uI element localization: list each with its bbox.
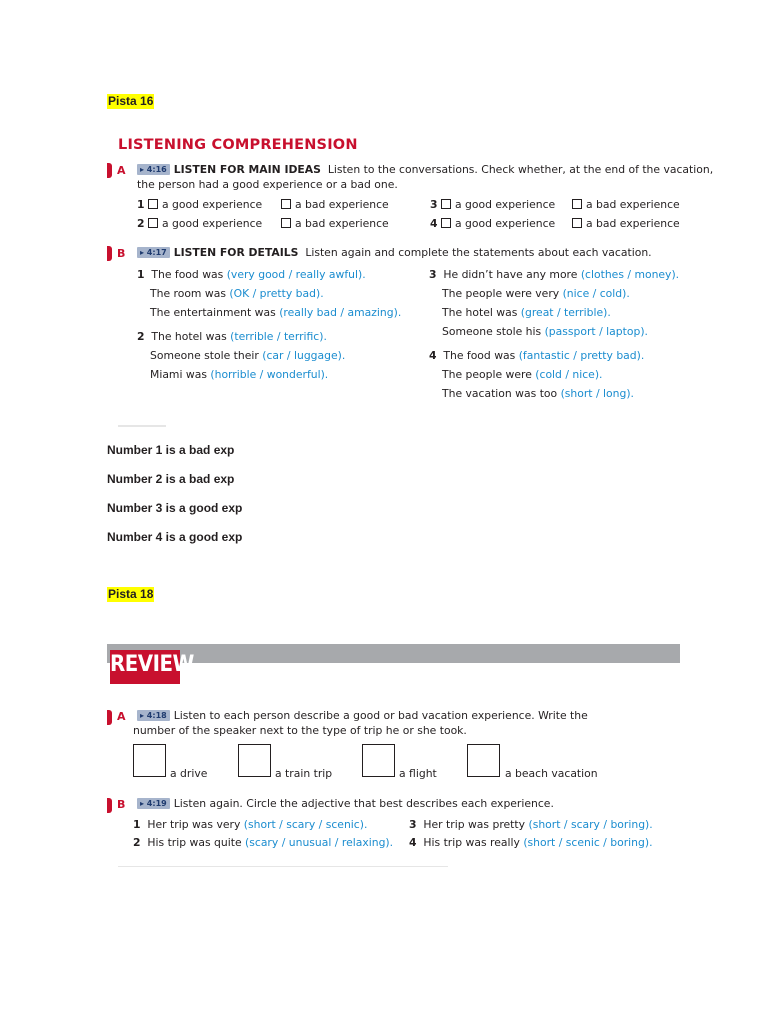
option-bad-3 [572, 198, 680, 212]
option-good-label: a good experience [161, 217, 263, 230]
review-a-instructions [137, 709, 588, 723]
section-b-instr: Listen again and complete the statements about each vacation. [305, 246, 652, 259]
trip-label-flight: a flight [399, 767, 437, 780]
review-item-choice: (short / scary / boring). [528, 818, 653, 831]
statement-text: The vacation was too [442, 387, 561, 400]
statement-text: The people were [442, 368, 536, 381]
answer-box-flight[interactable] [362, 744, 395, 777]
answer-box-train[interactable] [238, 744, 271, 777]
option-number: 4 [430, 217, 438, 230]
section-a-marker [107, 163, 112, 178]
option-bad-label: a bad experience [586, 217, 680, 230]
scan-artifact [118, 866, 448, 867]
checkbox-good-3[interactable] [441, 199, 451, 209]
section-b-letter: B [117, 247, 126, 260]
statement-3-3 [442, 306, 611, 320]
statement-text: Miami was [150, 368, 211, 381]
statement-4-2 [442, 368, 602, 382]
statement-text: The entertainment was [150, 306, 280, 319]
review-a-marker [107, 710, 112, 725]
statement-text: Someone stole his [442, 325, 545, 338]
statement-choice: (passport / laptop). [544, 325, 648, 338]
section-b-instructions [137, 246, 652, 260]
trip-label-train: a train trip [275, 767, 333, 780]
review-b-instr: Listen again. Circle the adjective that best describes each experience. [173, 797, 554, 810]
statement-1-1 [137, 268, 366, 282]
audio-track-badge[interactable]: ▸ 4:16 [137, 164, 170, 175]
review-title: REVIEW [110, 650, 180, 684]
option-good-label: a good experience [161, 198, 263, 211]
statement-choice: (cold / nice). [535, 368, 603, 381]
review-item-3 [409, 818, 653, 832]
option-bad-1 [281, 198, 389, 212]
answer-3: Number 3 is a good exp [107, 501, 243, 515]
item-number: 1 [133, 818, 141, 831]
section-b-marker [107, 246, 112, 261]
statement-text: The food was [151, 268, 227, 281]
statement-text: The room was [150, 287, 230, 300]
answer-1: Number 1 is a bad exp [107, 443, 235, 457]
review-b-instructions [137, 797, 554, 811]
statement-text: He didn’t have any more [443, 268, 581, 281]
option-bad-label: a bad experience [295, 198, 389, 211]
statement-choice: (great / terrible). [520, 306, 611, 319]
option-number: 3 [430, 198, 438, 211]
section-a-instr-line1: Listen to the conversations. Check whether, at the end of the vacation, [327, 163, 714, 176]
review-item-choice: (short / scenic / boring). [523, 836, 653, 849]
review-item-4 [409, 836, 653, 850]
item-number: 4 [429, 349, 437, 362]
statement-3-4 [442, 325, 648, 339]
option-row-2 [137, 217, 262, 231]
review-item-text: His trip was really [423, 836, 524, 849]
section-a-instr-line2: the person had a good experience or a bad one. [137, 178, 398, 191]
option-bad-label: a bad experience [295, 217, 389, 230]
item-number: 3 [409, 818, 417, 831]
answer-4: Number 4 is a good exp [107, 530, 243, 544]
statement-1-2 [150, 287, 324, 301]
answer-2: Number 2 is a bad exp [107, 472, 235, 486]
review-item-text: His trip was quite [147, 836, 246, 849]
statement-choice: (terrible / terrific). [230, 330, 327, 343]
option-row-3 [430, 198, 555, 212]
statement-choice: (OK / pretty bad). [229, 287, 324, 300]
trip-label-beach: a beach vacation [505, 767, 598, 780]
statement-text: The food was [443, 349, 519, 362]
statement-text: The hotel was [442, 306, 521, 319]
statement-4-3 [442, 387, 634, 401]
option-bad-4 [572, 217, 680, 231]
option-bad-label: a bad experience [586, 198, 680, 211]
statement-2-3 [150, 368, 328, 382]
statement-text: Someone stole their [150, 349, 263, 362]
checkbox-good-1[interactable] [148, 199, 158, 209]
checkbox-bad-1[interactable] [281, 199, 291, 209]
item-number: 1 [137, 268, 145, 281]
checkbox-bad-4[interactable] [572, 218, 582, 228]
review-a-instr-line2: number of the speaker next to the type of trip he or she took. [133, 724, 467, 737]
section-a-instructions [137, 163, 713, 177]
section-a-letter: A [117, 164, 126, 177]
review-item-choice: (scary / unusual / relaxing). [245, 836, 394, 849]
statement-text: The hotel was [151, 330, 231, 343]
option-number: 1 [137, 198, 145, 211]
option-row-1 [137, 198, 262, 212]
statement-1-3 [150, 306, 401, 320]
checkbox-bad-2[interactable] [281, 218, 291, 228]
review-b-marker [107, 798, 112, 813]
pista-18-label: Pista 18 [108, 587, 154, 601]
item-number: 2 [137, 330, 145, 343]
statement-2-1 [137, 330, 327, 344]
audio-track-badge[interactable]: ▸ 4:18 [137, 710, 170, 721]
pista-16-label: Pista 16 [108, 94, 154, 108]
review-b-letter: B [117, 798, 126, 811]
statement-4-1 [429, 349, 644, 363]
section-a-heading: LISTEN FOR MAIN IDEAS [173, 163, 321, 176]
statement-choice: (horrible / wonderful). [210, 368, 329, 381]
option-number: 2 [137, 217, 145, 230]
review-item-text: Her trip was pretty [423, 818, 529, 831]
checkbox-bad-3[interactable] [572, 199, 582, 209]
answer-box-beach[interactable] [467, 744, 500, 777]
option-row-4 [430, 217, 555, 231]
option-bad-2 [281, 217, 389, 231]
checkbox-good-4[interactable] [441, 218, 451, 228]
review-item-1 [133, 818, 367, 832]
section-b-heading: LISTEN FOR DETAILS [173, 246, 299, 259]
option-good-label: a good experience [454, 217, 556, 230]
scan-artifact [118, 425, 166, 427]
statement-choice: (clothes / money). [580, 268, 680, 281]
statement-choice: (nice / cold). [562, 287, 630, 300]
statement-2-2 [150, 349, 345, 363]
review-a-letter: A [117, 710, 126, 723]
review-item-text: Her trip was very [147, 818, 244, 831]
statement-choice: (fantastic / pretty bad). [518, 349, 645, 362]
item-number: 3 [429, 268, 437, 281]
review-item-choice: (short / scary / scenic). [243, 818, 368, 831]
statement-3-2 [442, 287, 630, 301]
review-item-2 [133, 836, 393, 850]
item-number: 2 [133, 836, 141, 849]
answer-box-drive[interactable] [133, 744, 166, 777]
statement-choice: (short / long). [560, 387, 634, 400]
listening-comprehension-title: LISTENING COMPREHENSION [118, 137, 358, 153]
audio-track-badge[interactable]: ▸ 4:19 [137, 798, 170, 809]
statement-3-1 [429, 268, 679, 282]
statement-choice: (very good / really awful). [226, 268, 366, 281]
trip-label-drive: a drive [170, 767, 208, 780]
review-a-instr-line1: Listen to each person describe a good or bad vacation experience. Write the [173, 709, 588, 722]
statement-text: The people were very [442, 287, 563, 300]
statement-choice: (really bad / amazing). [279, 306, 402, 319]
statement-choice: (car / luggage). [262, 349, 346, 362]
option-good-label: a good experience [454, 198, 556, 211]
item-number: 4 [409, 836, 417, 849]
checkbox-good-2[interactable] [148, 218, 158, 228]
audio-track-badge[interactable]: ▸ 4:17 [137, 247, 170, 258]
